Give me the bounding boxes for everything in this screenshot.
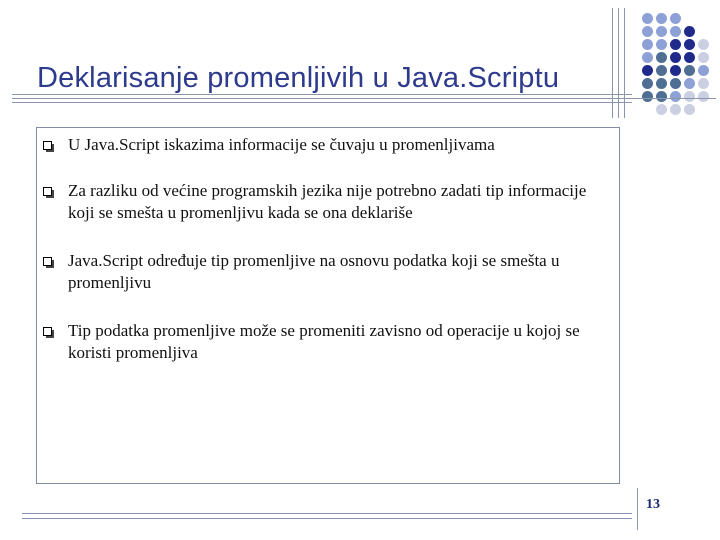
header-divider-middle xyxy=(618,8,619,118)
footer-divider xyxy=(637,488,638,530)
bullet-item xyxy=(43,134,613,156)
title-rule-bottom xyxy=(12,102,632,103)
decor-dot xyxy=(656,78,667,89)
bullet-text: Tip podatka promenljive može se promeniti zavisno od operacije u kojoj se koristi promenljiva xyxy=(68,321,580,362)
decor-dot xyxy=(684,65,695,76)
decor-dot xyxy=(656,104,667,115)
decor-dot xyxy=(656,52,667,63)
bullet-text: U Java.Script iskazima informacije se čuvaju u promenljivama xyxy=(68,135,495,154)
decor-dot xyxy=(642,13,653,24)
header-divider-left xyxy=(612,8,613,118)
decor-dot xyxy=(684,26,695,37)
decor-dot xyxy=(642,78,653,89)
decor-dot xyxy=(656,26,667,37)
decor-dot xyxy=(642,39,653,50)
decor-dot xyxy=(698,39,709,50)
decor-dot xyxy=(670,39,681,50)
decor-dot xyxy=(642,91,653,102)
decor-dot xyxy=(670,91,681,102)
title-rule-middle xyxy=(12,98,632,99)
page-number: 13 xyxy=(646,497,660,512)
decor-dot xyxy=(670,78,681,89)
checkbox-bullet-icon xyxy=(43,327,52,336)
footer-rule-top xyxy=(22,513,632,514)
decor-dot xyxy=(642,26,653,37)
bullet-text: Java.Script određuje tip promenljive na osnovu podatka koji se smešta u promenljivu xyxy=(68,251,560,292)
decor-dot xyxy=(656,65,667,76)
decor-dot xyxy=(698,91,709,102)
decor-dot xyxy=(642,65,653,76)
decor-dot xyxy=(670,26,681,37)
decor-dot xyxy=(684,78,695,89)
decor-dot xyxy=(656,91,667,102)
decor-dot xyxy=(698,52,709,63)
decor-dot xyxy=(670,13,681,24)
title-rule-extension xyxy=(632,98,716,99)
decor-dot xyxy=(670,52,681,63)
slide-title: Deklarisanje promenljivih u Java.Scriptu xyxy=(37,62,560,94)
decor-dot xyxy=(684,91,695,102)
checkbox-bullet-icon xyxy=(43,187,52,196)
footer-rule-bottom xyxy=(22,518,632,519)
decor-dot xyxy=(698,65,709,76)
bullet-item xyxy=(43,250,613,294)
decor-dot xyxy=(684,39,695,50)
bullet-text: Za razliku od većine programskih jezika nije potrebno zadati tip informacije koji se smešta u promenljivu kada se ona deklariše xyxy=(68,181,587,222)
bullet-item xyxy=(43,180,613,224)
decor-dot xyxy=(656,39,667,50)
header-divider-right xyxy=(624,8,625,118)
decor-dot xyxy=(684,52,695,63)
decor-dot xyxy=(684,104,695,115)
decor-dot xyxy=(670,104,681,115)
decor-dot xyxy=(670,65,681,76)
bullet-item xyxy=(43,320,613,364)
decor-dot xyxy=(656,13,667,24)
decor-dot xyxy=(698,78,709,89)
checkbox-bullet-icon xyxy=(43,257,52,266)
decor-dot xyxy=(642,52,653,63)
checkbox-bullet-icon xyxy=(43,141,52,150)
